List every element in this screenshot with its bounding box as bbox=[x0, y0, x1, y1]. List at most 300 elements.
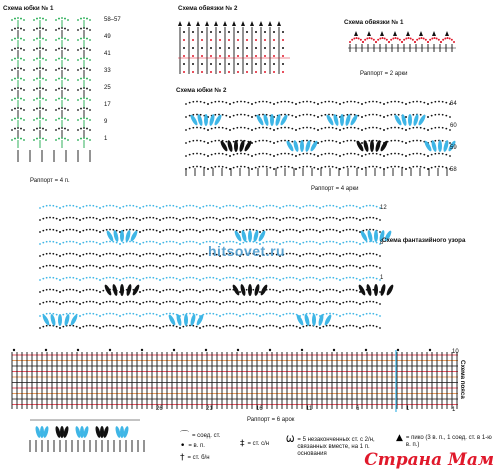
chain-stitch bbox=[232, 229, 234, 231]
chain-stitch bbox=[259, 315, 261, 317]
chain-stitch bbox=[332, 325, 334, 327]
chain-stitch bbox=[52, 241, 54, 243]
chain-stitch bbox=[359, 267, 361, 269]
chain-stitch bbox=[129, 253, 131, 255]
chain-stitch bbox=[416, 140, 418, 142]
chain-stitch bbox=[269, 154, 271, 156]
chain-stitch bbox=[438, 166, 440, 168]
chain-stitch bbox=[336, 206, 338, 208]
chain-stitch bbox=[361, 155, 363, 157]
chain-stitch bbox=[169, 313, 171, 315]
chain-stitch bbox=[292, 313, 294, 315]
cluster-petal bbox=[300, 140, 304, 152]
chain-stitch bbox=[262, 206, 264, 208]
chain-stitch bbox=[14, 48, 16, 50]
chain-stitch bbox=[207, 155, 209, 157]
chain-stitch bbox=[352, 325, 354, 327]
legend-double-crochet: ‡ = ст. с/н bbox=[240, 439, 270, 449]
chain-stitch bbox=[282, 278, 284, 280]
chain-stitch bbox=[379, 37, 381, 39]
chain-stitch bbox=[236, 326, 238, 328]
chain-stitch bbox=[282, 326, 284, 328]
chain-stitch bbox=[249, 217, 251, 219]
chain-stitch bbox=[189, 241, 191, 243]
chain-stitch bbox=[343, 128, 345, 130]
chain-stitch bbox=[42, 128, 44, 130]
chain-stitch bbox=[390, 140, 392, 142]
chain-stitch bbox=[326, 229, 328, 231]
chain-stitch bbox=[282, 206, 284, 208]
chain-stitch bbox=[352, 277, 354, 279]
chain-stitch bbox=[229, 129, 231, 131]
cluster-petal bbox=[80, 426, 84, 438]
chain-stitch bbox=[80, 48, 82, 50]
chain-stitch bbox=[219, 279, 221, 281]
chain-stitch bbox=[442, 101, 444, 103]
chain-stitch bbox=[273, 47, 275, 49]
chain-stitch bbox=[233, 154, 235, 156]
chain-stitch bbox=[352, 217, 354, 219]
chain-stitch bbox=[192, 55, 194, 57]
chain-stitch bbox=[219, 71, 221, 73]
chain-stitch bbox=[146, 253, 148, 255]
chain-stitch bbox=[416, 127, 418, 129]
chain-stitch bbox=[39, 231, 41, 233]
chain-stitch bbox=[66, 289, 68, 291]
chain-stitch bbox=[387, 154, 389, 156]
chain-stitch bbox=[302, 206, 304, 208]
chain-stitch bbox=[375, 41, 377, 43]
chain-stitch bbox=[14, 68, 16, 70]
chain-stitch bbox=[266, 325, 268, 327]
chain-stitch bbox=[249, 301, 251, 303]
chain-stitch bbox=[229, 229, 231, 231]
chain-stitch bbox=[252, 313, 254, 315]
chain-stitch bbox=[343, 102, 345, 104]
chain-stitch bbox=[379, 128, 381, 130]
chain-stitch bbox=[159, 267, 161, 269]
chain-stitch bbox=[199, 267, 201, 269]
chain-stitch bbox=[185, 116, 187, 118]
chain-stitch bbox=[86, 128, 88, 130]
chain-stitch bbox=[371, 37, 373, 39]
chain-stitch bbox=[420, 166, 422, 168]
chain-stitch bbox=[212, 265, 214, 267]
chain-stitch bbox=[212, 325, 214, 327]
chain-stitch bbox=[192, 253, 194, 255]
chain-stitch bbox=[302, 266, 304, 268]
chain-stitch bbox=[67, 79, 69, 81]
chain-stitch bbox=[77, 129, 79, 131]
row-number: 58–57 bbox=[104, 17, 121, 23]
chain-stitch bbox=[383, 155, 385, 157]
chain-stitch bbox=[346, 166, 348, 168]
chain-stitch bbox=[182, 206, 184, 208]
chain-stitch bbox=[59, 279, 61, 281]
chain-stitch bbox=[159, 303, 161, 305]
chain-stitch bbox=[202, 302, 204, 304]
chain-stitch bbox=[321, 141, 323, 143]
chain-stitch bbox=[276, 230, 278, 232]
chain-stitch bbox=[201, 47, 203, 49]
chain-stitch bbox=[438, 153, 440, 155]
chain-stitch bbox=[372, 153, 374, 155]
chain-stitch bbox=[189, 313, 191, 315]
chain-stitch bbox=[313, 154, 315, 156]
chain-stitch bbox=[296, 242, 298, 244]
chain-stitch bbox=[372, 166, 374, 168]
chain-stitch bbox=[66, 277, 68, 279]
chain-stitch bbox=[262, 101, 264, 103]
chain-stitch bbox=[169, 277, 171, 279]
chain-stitch bbox=[394, 127, 396, 129]
chain-stitch bbox=[112, 229, 114, 231]
chain-stitch bbox=[119, 315, 121, 317]
chain-stitch bbox=[61, 107, 63, 109]
chain-stitch bbox=[77, 19, 79, 21]
chain-stitch bbox=[302, 230, 304, 232]
chain-stitch bbox=[256, 302, 258, 304]
chain-stitch bbox=[185, 129, 187, 131]
chain-stitch bbox=[39, 291, 41, 293]
chain-stitch bbox=[269, 229, 271, 231]
chain-stitch bbox=[316, 218, 318, 220]
chain-stitch bbox=[310, 166, 312, 168]
chain-stitch bbox=[152, 265, 154, 267]
chain-stitch bbox=[186, 229, 188, 231]
chain-stitch bbox=[266, 277, 268, 279]
chain-stitch bbox=[322, 326, 324, 328]
chain-stitch bbox=[349, 253, 351, 255]
chain-stitch bbox=[159, 255, 161, 257]
chain-stitch bbox=[89, 109, 91, 111]
chain-stitch bbox=[52, 313, 54, 315]
chain-stitch bbox=[179, 267, 181, 269]
chain-stitch bbox=[427, 41, 429, 43]
chain-stitch bbox=[86, 88, 88, 90]
chain-stitch bbox=[36, 118, 38, 120]
chain-stitch bbox=[332, 277, 334, 279]
chain-stitch bbox=[401, 154, 403, 156]
chain-stitch bbox=[390, 153, 392, 155]
chain-stitch bbox=[72, 277, 74, 279]
chain-stitch bbox=[112, 217, 114, 219]
cluster-petal bbox=[103, 284, 112, 296]
cluster-petal bbox=[285, 140, 294, 152]
chain-stitch bbox=[109, 301, 111, 303]
single-crochet-icon: † bbox=[180, 453, 185, 463]
chain-stitch bbox=[142, 302, 144, 304]
skirt1-chart bbox=[11, 17, 91, 162]
chain-stitch bbox=[397, 37, 399, 39]
chain-stitch bbox=[39, 57, 41, 59]
chain-stitch bbox=[176, 302, 178, 304]
chain-stitch bbox=[442, 39, 444, 41]
chain-stitch bbox=[192, 166, 194, 168]
chain-stitch bbox=[317, 103, 319, 105]
row-number: 49 bbox=[104, 34, 111, 40]
chain-stitch bbox=[56, 254, 58, 256]
chain-stitch bbox=[149, 253, 151, 255]
chain-stitch bbox=[169, 229, 171, 231]
chain-stitch bbox=[401, 128, 403, 130]
chain-stitch bbox=[86, 38, 88, 40]
chain-stitch bbox=[219, 219, 221, 221]
chain-stitch bbox=[69, 325, 71, 327]
chain-stitch bbox=[299, 141, 301, 143]
chain-stitch bbox=[246, 229, 248, 231]
chain-stitch bbox=[92, 301, 94, 303]
cluster-petal bbox=[270, 114, 274, 126]
chain-stitch bbox=[329, 241, 331, 243]
chain-stitch bbox=[42, 266, 44, 268]
skirt2-title: Схема юбки № 2 bbox=[176, 87, 227, 94]
chain-stitch bbox=[23, 139, 25, 141]
chain-stitch bbox=[242, 302, 244, 304]
chain-stitch bbox=[418, 37, 420, 39]
chain-stitch bbox=[166, 301, 168, 303]
chain-stitch bbox=[316, 230, 318, 232]
chain-stitch bbox=[228, 55, 230, 57]
chain-stitch bbox=[329, 217, 331, 219]
chain-stitch bbox=[354, 166, 356, 168]
chain-stitch bbox=[352, 253, 354, 255]
chain-stitch bbox=[96, 218, 98, 220]
chain-stitch bbox=[394, 166, 396, 168]
chain-stitch bbox=[219, 31, 221, 33]
chain-stitch bbox=[59, 291, 61, 293]
chain-stitch bbox=[55, 39, 57, 41]
chain-stitch bbox=[246, 289, 248, 291]
chain-stitch bbox=[289, 205, 291, 207]
chain-stitch bbox=[132, 217, 134, 219]
chain-stitch bbox=[23, 129, 25, 131]
chain-stitch bbox=[126, 229, 128, 231]
chain-stitch bbox=[246, 217, 248, 219]
chain-stitch bbox=[401, 141, 403, 143]
chain-stitch bbox=[61, 27, 63, 29]
chain-stitch bbox=[342, 230, 344, 232]
chain-stitch bbox=[11, 139, 13, 141]
chain-stitch bbox=[112, 325, 114, 327]
chain-stitch bbox=[301, 349, 303, 351]
chain-stitch bbox=[136, 242, 138, 244]
chain-stitch bbox=[272, 313, 274, 315]
chain-stitch bbox=[356, 242, 358, 244]
chain-stitch bbox=[366, 253, 368, 255]
chain-stitch bbox=[273, 63, 275, 65]
chain-stitch bbox=[146, 325, 148, 327]
chain-stitch bbox=[49, 277, 51, 279]
chain-stitch bbox=[64, 88, 66, 90]
cluster-petal bbox=[129, 230, 138, 242]
chain-stitch bbox=[352, 313, 354, 315]
chain-stitch bbox=[232, 301, 234, 303]
chain-stitch bbox=[282, 47, 284, 49]
chain-stitch bbox=[59, 327, 61, 329]
chain-stitch bbox=[179, 243, 181, 245]
chain-stitch bbox=[39, 77, 41, 79]
chain-stitch bbox=[83, 77, 85, 79]
cluster-petal bbox=[370, 140, 374, 152]
row-number: 16 bbox=[256, 406, 263, 412]
chain-stitch bbox=[156, 254, 158, 256]
chain-stitch bbox=[210, 71, 212, 73]
chain-stitch bbox=[316, 242, 318, 244]
chain-stitch bbox=[99, 315, 101, 317]
chain-stitch bbox=[442, 127, 444, 129]
chain-stitch bbox=[77, 29, 79, 31]
chain-stitch bbox=[139, 327, 141, 329]
chain-stitch bbox=[83, 57, 85, 59]
chain-stitch bbox=[20, 128, 22, 130]
chain-stitch bbox=[141, 349, 143, 351]
chain-stitch bbox=[383, 116, 385, 118]
chain-stitch bbox=[182, 242, 184, 244]
chain-stitch bbox=[56, 302, 58, 304]
chain-stitch bbox=[33, 89, 35, 91]
chain-stitch bbox=[226, 301, 228, 303]
chain-stitch bbox=[359, 315, 361, 317]
chain-stitch bbox=[67, 139, 69, 141]
chain-stitch bbox=[332, 289, 334, 291]
chain-stitch bbox=[299, 291, 301, 293]
chain-stitch bbox=[359, 255, 361, 257]
chain-stitch bbox=[211, 128, 213, 130]
chain-stitch bbox=[342, 278, 344, 280]
double-crochet-icon: ‡ bbox=[240, 439, 245, 449]
chain-stitch bbox=[249, 325, 251, 327]
chain-stitch bbox=[292, 229, 294, 231]
chain-stitch bbox=[321, 154, 323, 156]
chain-stitch bbox=[395, 37, 397, 39]
chain-stitch bbox=[82, 206, 84, 208]
cluster-petal bbox=[234, 140, 238, 152]
chain-stitch bbox=[289, 265, 291, 267]
chain-stitch bbox=[149, 265, 151, 267]
chain-stitch bbox=[139, 255, 141, 257]
chain-stitch bbox=[273, 168, 275, 170]
chain-stitch bbox=[412, 101, 414, 103]
chain-stitch bbox=[211, 141, 213, 143]
chain-stitch bbox=[129, 229, 131, 231]
chain-stitch bbox=[39, 327, 41, 329]
chain-stitch bbox=[20, 68, 22, 70]
chain-stitch bbox=[412, 140, 414, 142]
chain-stitch bbox=[328, 153, 330, 155]
chain-stitch bbox=[218, 101, 220, 103]
chain-stitch bbox=[112, 205, 114, 207]
chain-stitch bbox=[356, 218, 358, 220]
chain-stitch bbox=[296, 266, 298, 268]
chain-stitch bbox=[216, 326, 218, 328]
chain-stitch bbox=[228, 47, 230, 49]
chain-stitch bbox=[196, 314, 198, 316]
chain-stitch bbox=[20, 108, 22, 110]
chain-stitch bbox=[218, 140, 220, 142]
chain-stitch bbox=[152, 277, 154, 279]
chain-stitch bbox=[92, 313, 94, 315]
chain-stitch bbox=[77, 39, 79, 41]
chain-stitch bbox=[96, 302, 98, 304]
chain-stitch bbox=[67, 19, 69, 21]
chain-stitch bbox=[42, 278, 44, 280]
chain-stitch bbox=[55, 19, 57, 21]
chain-stitch bbox=[246, 55, 248, 57]
chain-stitch bbox=[292, 301, 294, 303]
chain-stitch bbox=[392, 37, 394, 39]
chain-stitch bbox=[36, 128, 38, 130]
chain-stitch bbox=[86, 217, 88, 219]
chain-stitch bbox=[319, 303, 321, 305]
chain-stitch bbox=[86, 68, 88, 70]
chain-stitch bbox=[200, 153, 202, 155]
chain-stitch bbox=[306, 301, 308, 303]
chain-stitch bbox=[192, 63, 194, 65]
chain-stitch bbox=[136, 206, 138, 208]
chain-stitch bbox=[366, 217, 368, 219]
chain-stitch bbox=[89, 89, 91, 91]
chain-stitch bbox=[277, 128, 279, 130]
chain-stitch bbox=[272, 265, 274, 267]
chain-stitch bbox=[376, 266, 378, 268]
chain-stitch bbox=[387, 128, 389, 130]
chain-stitch bbox=[92, 253, 94, 255]
cluster-icon: Ѡ bbox=[286, 435, 295, 445]
chain-stitch bbox=[398, 101, 400, 103]
chain-stitch bbox=[99, 267, 101, 269]
chain-stitch bbox=[139, 279, 141, 281]
chain-stitch bbox=[322, 206, 324, 208]
chain-stitch bbox=[423, 128, 425, 130]
chain-stitch bbox=[186, 289, 188, 291]
chain-stitch bbox=[183, 39, 185, 41]
chain-stitch bbox=[332, 241, 334, 243]
chain-stitch bbox=[201, 63, 203, 65]
chain-stitch bbox=[162, 230, 164, 232]
chain-stitch bbox=[189, 102, 191, 104]
cluster-petal bbox=[263, 114, 270, 127]
chain-stitch bbox=[86, 301, 88, 303]
chain-stitch bbox=[179, 291, 181, 293]
picot-mark bbox=[250, 21, 254, 26]
chain-stitch bbox=[66, 301, 68, 303]
chain-stitch bbox=[55, 99, 57, 101]
chain-stitch bbox=[359, 327, 361, 329]
chain-stitch bbox=[14, 118, 16, 120]
chain-stitch bbox=[405, 168, 407, 170]
chain-stitch bbox=[350, 101, 352, 103]
chain-stitch bbox=[210, 31, 212, 33]
chain-stitch bbox=[20, 98, 22, 100]
chain-stitch bbox=[292, 325, 294, 327]
chain-stitch bbox=[122, 266, 124, 268]
chain-stitch bbox=[200, 127, 202, 129]
chain-stitch bbox=[399, 39, 401, 41]
chain-stitch bbox=[366, 313, 368, 315]
chain-stitch bbox=[46, 205, 48, 207]
chain-stitch bbox=[136, 314, 138, 316]
chain-stitch bbox=[289, 277, 291, 279]
chain-stitch bbox=[14, 98, 16, 100]
chain-stitch bbox=[226, 325, 228, 327]
chain-stitch bbox=[185, 155, 187, 157]
chain-stitch bbox=[266, 301, 268, 303]
chain-stitch bbox=[416, 101, 418, 103]
cluster-petal bbox=[227, 140, 234, 153]
cluster-petal bbox=[293, 140, 300, 153]
chain-stitch bbox=[129, 241, 131, 243]
